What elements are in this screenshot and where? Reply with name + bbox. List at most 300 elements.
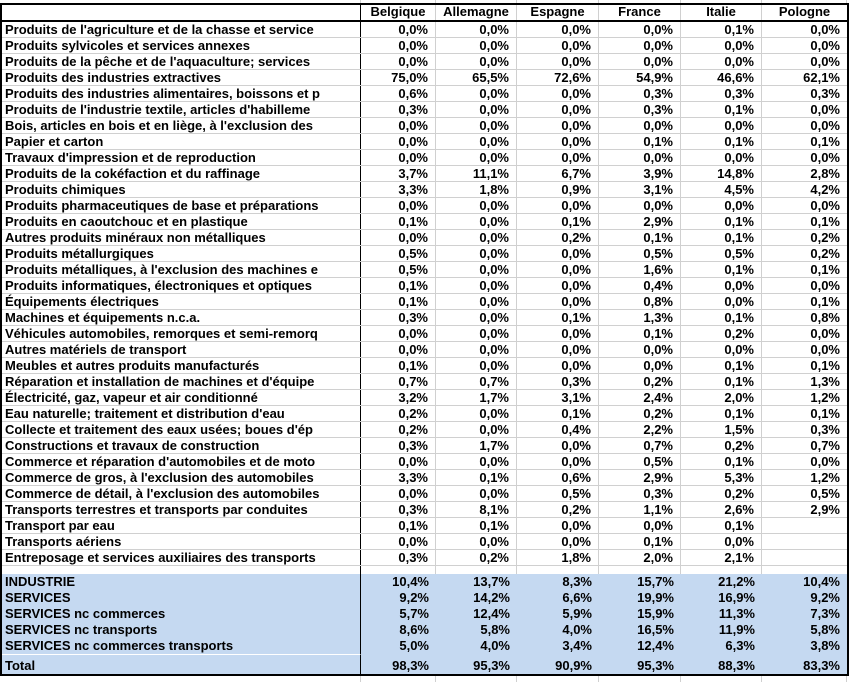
- value-cell[interactable]: 0,1%: [361, 294, 436, 309]
- value-cell[interactable]: 0,2%: [436, 550, 517, 565]
- value-cell[interactable]: 0,1%: [681, 454, 762, 469]
- value-cell[interactable]: 6,7%: [517, 166, 599, 181]
- value-cell[interactable]: 0,0%: [436, 38, 517, 53]
- value-cell[interactable]: 90,9%: [555, 658, 592, 673]
- value-cell[interactable]: 0,0%: [436, 278, 517, 293]
- value-cell[interactable]: 0,0%: [361, 134, 436, 149]
- value-cell[interactable]: 0,1%: [681, 406, 762, 421]
- value-cell[interactable]: 0,0%: [517, 294, 599, 309]
- value-cell[interactable]: 0,5%: [681, 246, 762, 261]
- value-cell[interactable]: 0,3%: [361, 438, 436, 453]
- value-cell[interactable]: 0,4%: [599, 278, 681, 293]
- value-cell[interactable]: 2,9%: [599, 214, 681, 229]
- table-row: [2, 358, 847, 374]
- value-cell[interactable]: 0,1%: [810, 406, 840, 421]
- value-cell[interactable]: 0,0%: [681, 294, 762, 309]
- value-cell[interactable]: 0,0%: [517, 134, 599, 149]
- value-cell[interactable]: 0,5%: [599, 454, 681, 469]
- table-row: [2, 102, 847, 118]
- corner-header-cell[interactable]: [2, 5, 361, 20]
- value-cell[interactable]: 11,3%: [718, 606, 755, 621]
- row-label-cell[interactable]: INDUSTRIE: [2, 574, 361, 590]
- value-cell[interactable]: 0,8%: [599, 294, 681, 309]
- value-cell[interactable]: 0,0%: [681, 118, 762, 133]
- value-cell[interactable]: 9,2%: [810, 590, 840, 605]
- row-label-cell[interactable]: Autres produits minéraux non métalliques: [2, 230, 361, 245]
- value-cell[interactable]: 0,0%: [681, 278, 762, 293]
- value-cell[interactable]: 0,5%: [599, 246, 681, 261]
- row-label-cell[interactable]: Produits chimiques: [2, 182, 361, 197]
- value-cell[interactable]: 0,3%: [361, 310, 436, 325]
- row-label-cell[interactable]: Autres matériels de transport: [2, 342, 361, 357]
- value-cell[interactable]: 0,1%: [681, 134, 762, 149]
- value-cell[interactable]: 12,4%: [473, 606, 510, 621]
- value-cell[interactable]: 0,1%: [681, 22, 762, 37]
- value-cell[interactable]: 3,3%: [361, 182, 436, 197]
- value-cell[interactable]: 4,0%: [480, 638, 510, 653]
- value-cell[interactable]: 0,2%: [810, 230, 840, 245]
- value-cell[interactable]: 0,0%: [436, 422, 517, 437]
- value-cell[interactable]: 21,2%: [718, 574, 755, 589]
- value-cell[interactable]: 0,1%: [681, 262, 762, 277]
- value-cell[interactable]: 0,0%: [436, 102, 517, 117]
- column-header-pologne[interactable]: Pologne: [778, 5, 831, 19]
- value-cell[interactable]: 98,3%: [392, 658, 429, 673]
- value-cell[interactable]: 0,0%: [361, 22, 436, 37]
- value-cell[interactable]: 1,2%: [810, 390, 840, 405]
- value-cell[interactable]: 0,0%: [436, 118, 517, 133]
- value-cell[interactable]: 10,4%: [803, 574, 840, 589]
- value-cell[interactable]: 3,4%: [562, 638, 592, 653]
- value-cell[interactable]: 0,0%: [436, 246, 517, 261]
- value-cell[interactable]: 0,1%: [681, 310, 762, 325]
- value-cell[interactable]: 3,7%: [361, 166, 436, 181]
- column-header-belgique[interactable]: Belgique: [361, 5, 436, 20]
- value-cell[interactable]: 0,0%: [361, 486, 436, 501]
- value-cell[interactable]: 8,3%: [562, 574, 592, 589]
- value-cell[interactable]: 0,1%: [681, 214, 762, 229]
- value-cell[interactable]: 0,2%: [361, 422, 436, 437]
- value-cell[interactable]: 88,3%: [718, 658, 755, 673]
- value-cell[interactable]: 0,0%: [517, 438, 599, 453]
- row-label-cell[interactable]: Transports aériens: [2, 534, 361, 549]
- value-cell[interactable]: [599, 566, 681, 574]
- column-header-allemagne[interactable]: Allemagne: [436, 5, 517, 20]
- value-cell[interactable]: 0,0%: [599, 38, 681, 53]
- value-cell[interactable]: 11,1%: [436, 166, 517, 181]
- value-cell[interactable]: 0,0%: [436, 534, 517, 549]
- value-cell[interactable]: 0,0%: [517, 198, 599, 213]
- value-cell[interactable]: 72,6%: [517, 70, 599, 85]
- value-cell[interactable]: 3,8%: [810, 638, 840, 653]
- value-cell[interactable]: 2,0%: [599, 550, 681, 565]
- row-label-cell[interactable]: Produits de l'agriculture et de la chasse et service: [2, 22, 361, 37]
- value-cell[interactable]: 0,0%: [517, 246, 599, 261]
- value-cell[interactable]: 4,0%: [562, 622, 592, 637]
- value-cell[interactable]: 0,1%: [361, 518, 436, 533]
- value-cell[interactable]: [762, 566, 847, 574]
- value-cell[interactable]: 0,0%: [599, 198, 681, 213]
- value-cell[interactable]: 0,1%: [599, 134, 681, 149]
- value-cell[interactable]: 2,9%: [599, 470, 681, 485]
- value-cell[interactable]: [517, 566, 599, 574]
- value-cell[interactable]: 0,0%: [361, 54, 436, 69]
- value-cell[interactable]: 0,1%: [681, 518, 762, 533]
- value-cell[interactable]: 0,2%: [599, 406, 681, 421]
- value-cell[interactable]: 1,6%: [599, 262, 681, 277]
- value-cell[interactable]: 0,0%: [436, 86, 517, 101]
- value-cell[interactable]: 0,0%: [361, 534, 436, 549]
- value-cell[interactable]: 0,0%: [361, 150, 436, 165]
- value-cell[interactable]: 0,0%: [436, 150, 517, 165]
- value-cell[interactable]: 1,3%: [599, 310, 681, 325]
- value-cell[interactable]: 95,3%: [637, 658, 674, 673]
- value-cell[interactable]: 0,7%: [599, 438, 681, 453]
- value-cell[interactable]: 0,7%: [810, 438, 840, 453]
- value-cell[interactable]: 5,8%: [810, 622, 840, 637]
- value-cell[interactable]: 1,1%: [599, 502, 681, 517]
- row-label-cell[interactable]: Bois, articles en bois et en liège, à l'exclusion des: [2, 118, 361, 133]
- value-cell[interactable]: 0,0%: [361, 230, 436, 245]
- value-cell[interactable]: 0,0%: [361, 118, 436, 133]
- value-cell[interactable]: 14,8%: [681, 166, 762, 181]
- value-cell[interactable]: 0,2%: [517, 502, 599, 517]
- value-cell[interactable]: 0,0%: [681, 198, 762, 213]
- value-cell[interactable]: 2,4%: [599, 390, 681, 405]
- value-cell[interactable]: 0,1%: [599, 534, 681, 549]
- value-cell[interactable]: 0,1%: [517, 310, 599, 325]
- value-cell[interactable]: 0,0%: [681, 150, 762, 165]
- value-cell[interactable]: 3,1%: [517, 390, 599, 405]
- table-header: [2, 5, 847, 22]
- value-cell[interactable]: 0,0%: [517, 454, 599, 469]
- value-cell[interactable]: 11,9%: [718, 622, 755, 637]
- value-cell[interactable]: 0,6%: [361, 86, 436, 101]
- value-cell[interactable]: 7,3%: [810, 606, 840, 621]
- value-cell[interactable]: 62,1%: [803, 70, 840, 85]
- value-cell[interactable]: 0,0%: [810, 150, 840, 165]
- row-label-cell[interactable]: Produits informatiques, électroniques et optiques: [2, 278, 361, 293]
- row-label-cell[interactable]: Travaux d'impression et de reproduction: [2, 150, 361, 165]
- row-label-cell[interactable]: SERVICES nc commerces: [2, 606, 361, 622]
- value-cell[interactable]: 0,0%: [517, 342, 599, 357]
- value-cell[interactable]: 1,3%: [810, 374, 840, 389]
- value-cell[interactable]: 0,6%: [517, 470, 599, 485]
- value-cell[interactable]: 9,2%: [399, 590, 429, 605]
- value-cell[interactable]: 0,0%: [436, 198, 517, 213]
- value-cell[interactable]: 0,2%: [810, 246, 840, 261]
- value-cell[interactable]: 0,0%: [436, 486, 517, 501]
- value-cell[interactable]: 0,0%: [436, 134, 517, 149]
- value-cell[interactable]: 0,0%: [436, 214, 517, 229]
- value-cell[interactable]: 0,0%: [517, 38, 599, 53]
- row-label-cell[interactable]: Papier et carton: [2, 134, 361, 149]
- row-label-cell[interactable]: Produits de l'industrie textile, articles d'habilleme: [2, 102, 361, 117]
- value-cell[interactable]: 0,0%: [517, 54, 599, 69]
- value-cell[interactable]: 0,2%: [681, 438, 762, 453]
- value-cell[interactable]: 0,5%: [810, 486, 840, 501]
- row-label-cell[interactable]: SERVICES nc commerces transports: [2, 638, 361, 654]
- value-cell[interactable]: 10,4%: [392, 574, 429, 589]
- summary-row: [2, 590, 847, 606]
- value-cell[interactable]: 0,0%: [436, 22, 517, 37]
- value-cell[interactable]: 3,2%: [361, 390, 436, 405]
- value-cell[interactable]: 15,9%: [637, 606, 674, 621]
- value-cell[interactable]: 8,6%: [399, 622, 429, 637]
- value-cell[interactable]: 0,1%: [436, 518, 517, 533]
- row-label-cell[interactable]: Produits pharmaceutiques de base et préparations: [2, 198, 361, 213]
- row-label-cell[interactable]: Produits des industries extractives: [2, 70, 361, 85]
- value-cell[interactable]: 2,2%: [599, 422, 681, 437]
- value-cell[interactable]: 5,9%: [562, 606, 592, 621]
- value-cell[interactable]: 1,7%: [436, 390, 517, 405]
- value-cell[interactable]: 0,0%: [599, 54, 681, 69]
- row-label-cell[interactable]: Produits métalliques, à l'exclusion des machines e: [2, 262, 361, 277]
- value-cell[interactable]: 1,5%: [681, 422, 762, 437]
- value-cell[interactable]: 2,0%: [681, 390, 762, 405]
- value-cell[interactable]: 0,5%: [517, 486, 599, 501]
- value-cell[interactable]: 0,1%: [681, 358, 762, 373]
- row-label-cell[interactable]: Entreposage et services auxiliaires des transports: [2, 550, 361, 565]
- value-cell[interactable]: 0,0%: [436, 406, 517, 421]
- value-cell[interactable]: 0,0%: [436, 342, 517, 357]
- value-cell[interactable]: 0,1%: [681, 230, 762, 245]
- value-cell[interactable]: 19,9%: [637, 590, 674, 605]
- value-cell[interactable]: 0,0%: [810, 198, 840, 213]
- row-label-cell[interactable]: Produits de la cokéfaction et du raffinage: [2, 166, 361, 181]
- row-label-cell[interactable]: Meubles et autres produits manufacturés: [2, 358, 361, 373]
- value-cell[interactable]: 0,0%: [810, 278, 840, 293]
- value-cell[interactable]: 0,3%: [681, 86, 762, 101]
- value-cell[interactable]: 0,0%: [599, 22, 681, 37]
- value-cell[interactable]: 0,1%: [810, 294, 840, 309]
- row-label-cell[interactable]: Produits des industries alimentaires, boissons et p: [2, 86, 361, 101]
- total-label-cell[interactable]: Total: [2, 658, 361, 674]
- value-cell[interactable]: 5,0%: [399, 638, 429, 653]
- value-cell[interactable]: 0,1%: [681, 374, 762, 389]
- value-cell[interactable]: 0,0%: [361, 198, 436, 213]
- value-cell[interactable]: 2,6%: [681, 502, 762, 517]
- value-cell[interactable]: 0,3%: [361, 550, 436, 565]
- value-cell[interactable]: 0,0%: [810, 342, 840, 357]
- value-cell[interactable]: 6,3%: [725, 638, 755, 653]
- value-cell[interactable]: 0,0%: [810, 38, 840, 53]
- value-cell[interactable]: 0,0%: [436, 294, 517, 309]
- value-cell[interactable]: 0,1%: [810, 134, 840, 149]
- value-cell[interactable]: 0,1%: [361, 214, 436, 229]
- row-label-cell[interactable]: Commerce de gros, à l'exclusion des automobiles: [2, 470, 361, 485]
- value-cell[interactable]: 95,3%: [473, 658, 510, 673]
- row-label-cell[interactable]: Constructions et travaux de construction: [2, 438, 361, 453]
- value-cell[interactable]: 0,0%: [517, 22, 599, 37]
- column-header-italie[interactable]: Italie: [681, 5, 762, 20]
- row-label-cell[interactable]: Véhicules automobiles, remorques et semi-remorq: [2, 326, 361, 341]
- value-cell[interactable]: 0,0%: [517, 534, 599, 549]
- value-cell[interactable]: 16,5%: [637, 622, 674, 637]
- row-label-cell[interactable]: Produits de la pêche et de l'aquaculture; services: [2, 54, 361, 69]
- value-cell[interactable]: 0,1%: [810, 358, 840, 373]
- value-cell[interactable]: 0,0%: [517, 118, 599, 133]
- value-cell[interactable]: 1,8%: [517, 550, 599, 565]
- value-cell[interactable]: 0,0%: [436, 54, 517, 69]
- column-header-espagne[interactable]: Espagne: [517, 5, 599, 20]
- row-label-cell[interactable]: Produits en caoutchouc et en plastique: [2, 214, 361, 229]
- value-cell[interactable]: 1,2%: [810, 470, 840, 485]
- row-label-cell[interactable]: SERVICES nc transports: [2, 622, 361, 638]
- value-cell[interactable]: 0,3%: [599, 486, 681, 501]
- value-cell[interactable]: 0,0%: [681, 534, 762, 549]
- value-cell[interactable]: 46,6%: [681, 70, 762, 85]
- value-cell[interactable]: 12,4%: [637, 638, 674, 653]
- row-label-cell[interactable]: SERVICES: [2, 590, 361, 606]
- value-cell[interactable]: 8,1%: [436, 502, 517, 517]
- value-cell[interactable]: 0,7%: [436, 374, 517, 389]
- value-cell[interactable]: 0,5%: [361, 246, 436, 261]
- value-cell[interactable]: 0,0%: [810, 118, 840, 133]
- value-cell[interactable]: 13,7%: [473, 574, 510, 589]
- value-cell[interactable]: 0,1%: [436, 470, 517, 485]
- value-cell[interactable]: 0,0%: [517, 262, 599, 277]
- value-cell[interactable]: 0,3%: [599, 86, 681, 101]
- value-cell[interactable]: 0,0%: [810, 454, 840, 469]
- gridline-stub: [762, 0, 847, 3]
- value-cell[interactable]: 0,3%: [810, 422, 840, 437]
- value-cell[interactable]: 0,0%: [517, 326, 599, 341]
- value-cell[interactable]: 0,0%: [599, 150, 681, 165]
- value-cell[interactable]: 0,0%: [361, 342, 436, 357]
- value-cell[interactable]: 0,3%: [810, 86, 840, 101]
- value-cell[interactable]: 0,0%: [361, 38, 436, 53]
- value-cell[interactable]: 4,2%: [810, 182, 840, 197]
- value-cell[interactable]: 0,2%: [681, 326, 762, 341]
- value-cell[interactable]: 0,0%: [436, 326, 517, 341]
- value-cell[interactable]: 1,8%: [436, 182, 517, 197]
- value-cell[interactable]: 5,7%: [399, 606, 429, 621]
- value-cell[interactable]: 16,9%: [718, 590, 755, 605]
- value-cell[interactable]: 0,1%: [599, 230, 681, 245]
- value-cell[interactable]: 0,1%: [810, 262, 840, 277]
- value-cell[interactable]: 0,0%: [517, 102, 599, 117]
- value-cell[interactable]: 0,0%: [599, 342, 681, 357]
- value-cell[interactable]: 0,1%: [681, 102, 762, 117]
- row-label-cell[interactable]: Transport par eau: [2, 518, 361, 533]
- value-cell[interactable]: 0,0%: [681, 38, 762, 53]
- value-cell[interactable]: 83,3%: [803, 658, 840, 673]
- value-cell[interactable]: 0,7%: [361, 374, 436, 389]
- value-cell[interactable]: 0,4%: [517, 422, 599, 437]
- value-cell[interactable]: [762, 534, 847, 549]
- value-cell[interactable]: [436, 566, 517, 574]
- value-cell[interactable]: 0,1%: [517, 406, 599, 421]
- value-cell[interactable]: 1,7%: [436, 438, 517, 453]
- value-cell[interactable]: 0,3%: [517, 374, 599, 389]
- value-cell[interactable]: 15,7%: [637, 574, 674, 589]
- value-cell[interactable]: 0,0%: [810, 54, 840, 69]
- value-cell[interactable]: 3,3%: [361, 470, 436, 485]
- value-cell[interactable]: 0,3%: [599, 102, 681, 117]
- value-cell[interactable]: 0,0%: [681, 342, 762, 357]
- value-cell[interactable]: [762, 518, 847, 533]
- value-cell[interactable]: 2,1%: [681, 550, 762, 565]
- value-cell[interactable]: 2,8%: [810, 166, 840, 181]
- value-cell[interactable]: 0,0%: [599, 118, 681, 133]
- value-cell[interactable]: 0,1%: [361, 358, 436, 373]
- row-label-cell[interactable]: Transports terrestres et transports par conduites: [2, 502, 361, 517]
- column-header-france[interactable]: France: [599, 5, 681, 20]
- value-cell[interactable]: 0,0%: [436, 454, 517, 469]
- value-cell[interactable]: 0,1%: [810, 214, 840, 229]
- value-cell[interactable]: 65,5%: [436, 70, 517, 85]
- value-cell[interactable]: 0,0%: [517, 358, 599, 373]
- row-label-cell[interactable]: Produits sylvicoles et services annexes: [2, 38, 361, 53]
- value-cell[interactable]: 0,8%: [810, 310, 840, 325]
- row-label-cell[interactable]: Électricité, gaz, vapeur et air conditionné: [2, 390, 361, 405]
- value-cell[interactable]: 5,8%: [480, 622, 510, 637]
- value-cell[interactable]: 0,2%: [599, 374, 681, 389]
- value-cell[interactable]: 4,5%: [681, 182, 762, 197]
- value-cell[interactable]: 0,0%: [517, 278, 599, 293]
- row-label-cell[interactable]: Produits métallurgiques: [2, 246, 361, 261]
- value-cell[interactable]: [361, 566, 436, 574]
- value-cell[interactable]: 0,2%: [361, 406, 436, 421]
- value-cell[interactable]: 0,3%: [361, 102, 436, 117]
- row-label-cell[interactable]: Eau naturelle; traitement et distribution d'eau: [2, 406, 361, 421]
- value-cell[interactable]: 0,2%: [681, 486, 762, 501]
- value-cell[interactable]: 0,0%: [810, 102, 840, 117]
- value-cell[interactable]: 5,3%: [681, 470, 762, 485]
- value-cell[interactable]: [762, 550, 847, 565]
- value-cell[interactable]: 0,0%: [436, 310, 517, 325]
- value-cell[interactable]: 3,9%: [599, 166, 681, 181]
- value-cell[interactable]: 2,9%: [810, 502, 840, 517]
- row-label-cell[interactable]: Commerce de détail, à l'exclusion des automobiles: [2, 486, 361, 501]
- value-cell[interactable]: 0,0%: [361, 454, 436, 469]
- value-cell[interactable]: 0,0%: [436, 230, 517, 245]
- value-cell[interactable]: 3,1%: [599, 182, 681, 197]
- row-label-cell[interactable]: [2, 566, 361, 574]
- value-cell[interactable]: 0,0%: [436, 358, 517, 373]
- value-cell[interactable]: 14,2%: [473, 590, 510, 605]
- value-cell[interactable]: 0,0%: [436, 262, 517, 277]
- value-cell[interactable]: 0,0%: [810, 326, 840, 341]
- value-cell[interactable]: 0,0%: [517, 518, 599, 533]
- value-cell[interactable]: 0,0%: [517, 150, 599, 165]
- row-label-cell[interactable]: Commerce et réparation d'automobiles et de moto: [2, 454, 361, 469]
- row-label-cell[interactable]: Collecte et traitement des eaux usées; boues d'ép: [2, 422, 361, 437]
- value-cell[interactable]: [681, 566, 762, 574]
- value-cell[interactable]: 6,6%: [562, 590, 592, 605]
- value-cell[interactable]: 0,2%: [517, 230, 599, 245]
- value-cell[interactable]: 75,0%: [361, 70, 436, 85]
- value-cell[interactable]: 0,0%: [810, 22, 840, 37]
- value-cell[interactable]: 0,1%: [599, 326, 681, 341]
- value-cell[interactable]: 0,0%: [599, 518, 681, 533]
- value-cell[interactable]: 0,1%: [361, 278, 436, 293]
- value-cell[interactable]: 0,0%: [599, 358, 681, 373]
- value-cell[interactable]: 0,0%: [517, 86, 599, 101]
- value-cell[interactable]: 0,9%: [517, 182, 599, 197]
- value-cell[interactable]: 0,0%: [681, 54, 762, 69]
- value-cell[interactable]: 54,9%: [599, 70, 681, 85]
- value-cell[interactable]: 0,5%: [361, 262, 436, 277]
- row-label-cell[interactable]: Machines et équipements n.c.a.: [2, 310, 361, 325]
- table-row: [2, 54, 847, 70]
- row-label-cell[interactable]: Réparation et installation de machines et d'équipe: [2, 374, 361, 389]
- value-cell[interactable]: 0,3%: [361, 502, 436, 517]
- value-cell[interactable]: 0,1%: [517, 214, 599, 229]
- row-label-cell[interactable]: Équipements électriques: [2, 294, 361, 309]
- value-cell[interactable]: 0,0%: [361, 326, 436, 341]
